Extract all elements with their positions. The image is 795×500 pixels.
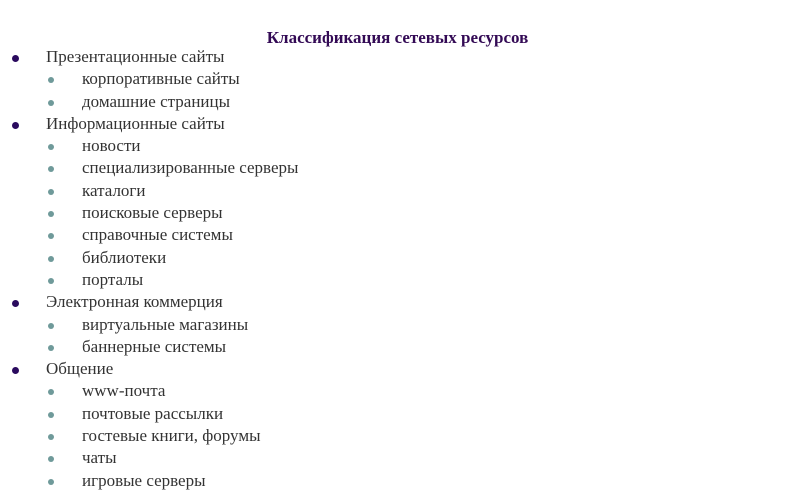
list-item-label: библиотеки xyxy=(82,247,167,267)
sub-bullet-icon xyxy=(48,412,54,418)
list-item-label: виртуальные магазины xyxy=(82,314,249,334)
section-label: Электронная коммерция xyxy=(46,292,223,312)
section-heading xyxy=(0,113,795,135)
list-item xyxy=(0,470,795,492)
list-item xyxy=(0,224,795,246)
list-item xyxy=(0,336,795,358)
list-item-label: гостевые книги, форумы xyxy=(82,426,261,446)
sub-bullet-icon xyxy=(48,256,54,262)
section-heading xyxy=(0,291,795,313)
sub-bullet-icon xyxy=(48,100,54,106)
sub-bullet-icon xyxy=(48,211,54,217)
list-item xyxy=(0,447,795,469)
list-item-label: баннерные системы xyxy=(82,336,227,356)
list-item xyxy=(0,425,795,447)
list-item-label: новости xyxy=(82,136,141,156)
bullet-icon xyxy=(12,367,19,374)
classification-list xyxy=(0,46,795,492)
list-item xyxy=(0,91,795,113)
sub-bullet-icon xyxy=(48,389,54,395)
section-heading xyxy=(0,46,795,68)
list-item-label: специализированные серверы xyxy=(82,158,299,178)
sub-bullet-icon xyxy=(48,434,54,440)
list-item-label: порталы xyxy=(82,269,144,289)
section-label: Презентационные сайты xyxy=(46,47,225,66)
sub-bullet-icon xyxy=(48,166,54,172)
list-item xyxy=(0,403,795,425)
list-item xyxy=(0,314,795,336)
sub-bullet-icon xyxy=(48,77,54,83)
list-item xyxy=(0,180,795,202)
list-item-label: корпоративные сайты xyxy=(82,69,240,89)
sub-bullet-icon xyxy=(48,278,54,284)
list-item-label: поисковые серверы xyxy=(82,203,223,223)
sub-bullet-icon xyxy=(48,144,54,150)
section-label: Информационные сайты xyxy=(46,113,225,133)
list-item xyxy=(0,269,795,291)
list-item-label: чаты xyxy=(82,448,117,468)
page-title: Классификация сетевых ресурсов xyxy=(266,28,529,47)
sub-bullet-icon xyxy=(48,233,54,239)
sub-bullet-icon xyxy=(48,189,54,195)
list-item xyxy=(0,247,795,269)
sub-bullet-icon xyxy=(48,345,54,351)
sub-bullet-icon xyxy=(48,456,54,462)
list-item-label: www-почта xyxy=(82,381,166,401)
list-item-label: домашние страницы xyxy=(82,91,231,111)
list-item xyxy=(0,68,795,90)
list-item xyxy=(0,202,795,224)
list-item xyxy=(0,157,795,179)
section-heading xyxy=(0,358,795,380)
list-item-label: почтовые рассылки xyxy=(82,403,224,423)
bullet-icon xyxy=(12,300,19,307)
list-item-label: справочные системы xyxy=(82,225,233,245)
list-item-label: каталоги xyxy=(82,180,146,200)
list-item-label: игровые серверы xyxy=(82,470,206,490)
section-label: Общение xyxy=(46,359,114,379)
bullet-icon xyxy=(12,55,19,62)
sub-bullet-icon xyxy=(48,479,54,485)
list-item xyxy=(0,135,795,157)
sub-bullet-icon xyxy=(48,323,54,329)
bullet-icon xyxy=(12,122,19,129)
list-item xyxy=(0,380,795,402)
